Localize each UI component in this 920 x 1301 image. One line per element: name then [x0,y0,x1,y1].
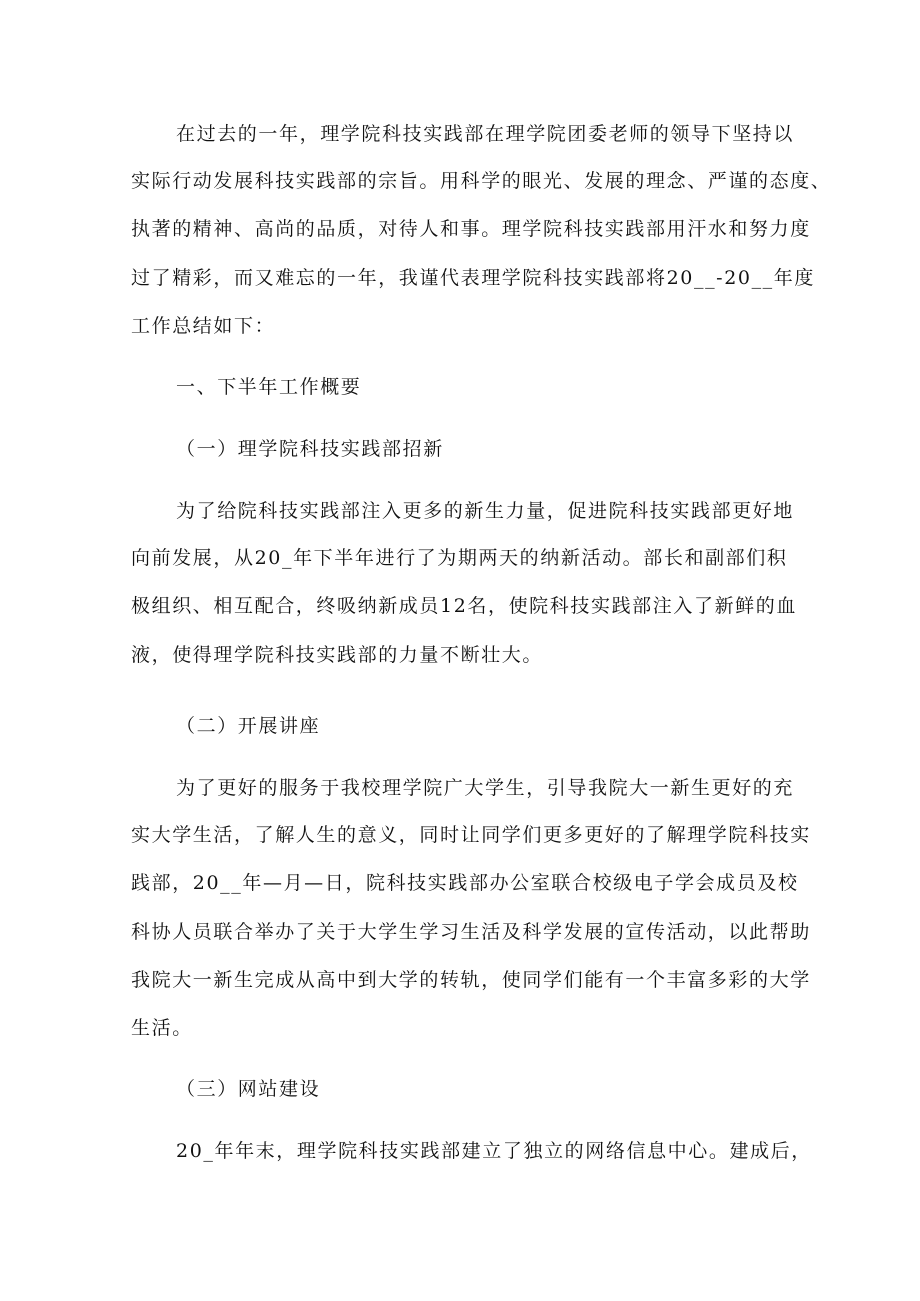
lectures-line-5: 我院大一新生完成从高中到大学的转轨，使同学们能有一个丰富多彩的大学 [131,969,811,991]
subsection-heading-lectures: （二）开展讲座 [176,715,321,737]
intro-line-2: 实际行动发展科技实践部的宗旨。用科学的眼光、发展的理念、严谨的态度、 [131,170,832,192]
recruitment-line-1: 为了给院科技实践部注入更多的新生力量，促进院科技实践部更好地 [176,500,795,522]
lectures-line-3: 践部，20__年—月—日，院科技实践部办公室联合校级电子学会成员及校 [131,872,799,894]
recruitment-line-3: 极组织、相互配合，终吸纳新成员12名，使院科技实践部注入了新鲜的血 [131,595,797,617]
lectures-line-2: 实大学生活，了解人生的意义，同时让同学们更多更好的了解理学院科技实 [131,824,811,846]
subsection-heading-website: （三）网站建设 [176,1078,321,1100]
lectures-line-1: 为了更好的服务于我校理学院广大学生，引导我院大一新生更好的充 [176,777,795,799]
intro-line-5: 工作总结如下： [131,315,276,337]
lectures-line-4: 科协人员联合举办了关于大学生学习生活及科学发展的宣传活动，以此帮助 [131,921,811,943]
website-line-1: 20_年年末，理学院科技实践部建立了独立的网络信息中心。建成后， [176,1140,812,1162]
section-heading-1: 一、下半年工作概要 [176,376,362,398]
intro-line-1: 在过去的一年，理学院科技实践部在理学院团委老师的领导下坚持以 [176,123,795,145]
subsection-heading-recruitment: （一）理学院科技实践部招新 [176,438,444,460]
intro-line-4: 过了精彩，而又难忘的一年，我谨代表理学院科技实践部将20__-20__年度 [131,267,815,289]
recruitment-line-2: 向前发展，从20_年下半年进行了为期两天的纳新活动。部长和副部们积 [131,547,788,569]
recruitment-line-4: 液，使得理学院科技实践部的力量不断壮大。 [131,644,544,666]
lectures-line-6: 生活。 [131,1017,193,1039]
intro-line-3: 执著的精神、高尚的品质，对待人和事。理学院科技实践部用汗水和努力度 [131,218,811,240]
